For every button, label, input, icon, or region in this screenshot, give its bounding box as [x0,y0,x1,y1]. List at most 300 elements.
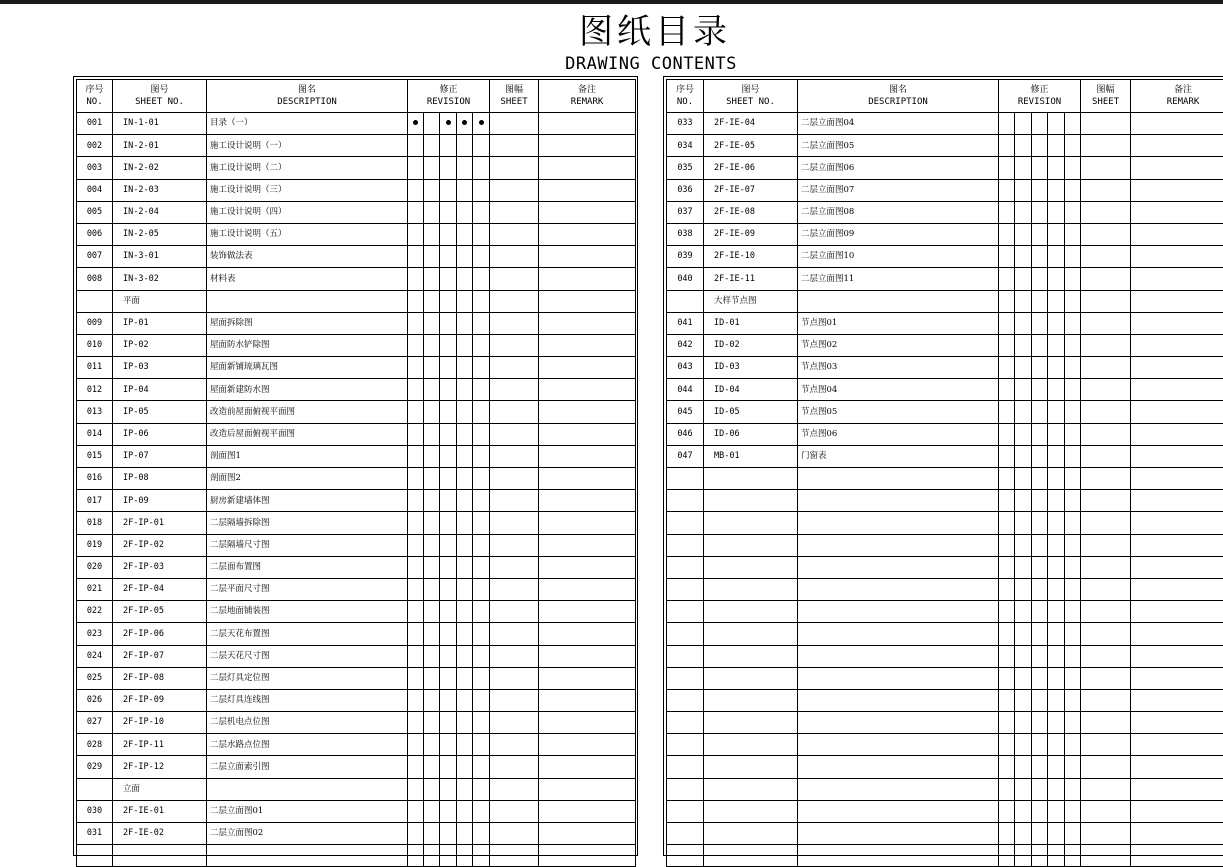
row-description: 二层立面图07 [798,179,999,201]
row-sheet-size [1081,534,1131,556]
row-revision-cell [999,667,1015,689]
row-description [207,845,408,867]
row-sheet-size [1081,423,1131,445]
row-sheet-size [1081,246,1131,268]
row-revision-cell [1048,401,1065,423]
row-revision-cell [1065,734,1081,756]
row-revision-cell [457,512,473,534]
header-revision: 修正 REVISION [999,80,1081,113]
row-revision-cell [1032,689,1048,711]
table-row [667,334,1223,356]
drawing-list-left [73,76,638,856]
row-revision-cell [1065,290,1081,312]
row-sheet-no [704,623,798,645]
row-revision-cell [1032,667,1048,689]
row-number: 005 [77,201,113,223]
row-description: 二层灯具定位图 [207,667,408,689]
row-revision-cell [1015,401,1032,423]
row-remark [1131,667,1223,689]
table-row [667,645,1223,667]
row-revision-cell [440,135,457,157]
row-description: 改造前屋面俯视平面图 [207,401,408,423]
row-remark [1131,157,1223,179]
row-number [667,578,704,600]
row-sheet-size [490,778,539,800]
row-description [798,756,999,778]
row-sheet-size [490,246,539,268]
row-revision-cell [1015,223,1032,245]
row-sheet-no: 2F-IP-12 [113,756,207,778]
row-sheet-size [1081,379,1131,401]
table-row [77,490,636,512]
row-sheet-size [1081,179,1131,201]
row-revision-cell [424,712,440,734]
row-revision-cell [440,800,457,822]
table-row [77,800,636,822]
row-sheet-size [490,623,539,645]
row-revision-cell [1015,268,1032,290]
row-revision-cell [408,357,424,379]
row-number: 042 [667,334,704,356]
row-remark [1131,201,1223,223]
row-revision-cell [473,246,490,268]
row-revision-cell [424,445,440,467]
row-revision-cell [424,578,440,600]
row-revision-cell [408,223,424,245]
row-description [798,645,999,667]
row-revision-cell [457,623,473,645]
row-description: 二层灯具连线图 [207,689,408,711]
row-revision-cell [440,490,457,512]
row-sheet-no: IP-03 [113,357,207,379]
row-revision-cell [1048,845,1065,867]
row-revision-cell [440,401,457,423]
row-sheet-no: IP-09 [113,490,207,512]
row-revision-cell [408,778,424,800]
row-description: 二层天花尺寸图 [207,645,408,667]
row-sheet-no: 2F-IE-06 [704,157,798,179]
row-revision-cell [473,223,490,245]
row-revision-cell [999,845,1015,867]
row-revision-cell [1048,778,1065,800]
row-sheet-no: ID-02 [704,334,798,356]
revision-mark-icon [479,120,484,125]
row-revision-cell [473,734,490,756]
row-revision-cell [1048,423,1065,445]
row-revision-cell [999,712,1015,734]
row-revision-cell [408,512,424,534]
row-revision-cell [1048,157,1065,179]
header-description: 图名 DESCRIPTION [798,80,999,113]
row-description: 二层立面图08 [798,201,999,223]
row-revision-cell [424,556,440,578]
row-sheet-size [490,534,539,556]
row-revision-cell [473,645,490,667]
row-revision-cell [1048,667,1065,689]
row-remark [1131,246,1223,268]
row-sheet-size [490,689,539,711]
row-revision-cell [408,601,424,623]
row-sheet-no [704,845,798,867]
row-revision-cell [999,401,1015,423]
table-row [667,623,1223,645]
row-sheet-size [490,734,539,756]
row-revision-cell [999,512,1015,534]
row-revision-cell [1015,601,1032,623]
table-row [77,445,636,467]
row-revision-cell [457,645,473,667]
row-sheet-no: IP-06 [113,423,207,445]
row-revision-cell [999,179,1015,201]
row-revision-cell [424,423,440,445]
row-revision-cell [1048,734,1065,756]
row-number: 011 [77,357,113,379]
row-number [667,734,704,756]
row-remark [539,712,636,734]
row-number: 020 [77,556,113,578]
row-sheet-size [490,113,539,135]
row-revision-cell [440,223,457,245]
row-revision-cell [473,823,490,845]
row-revision-cell [424,667,440,689]
row-revision-cell [1015,578,1032,600]
row-revision-cell [424,223,440,245]
row-description: 二层立面图05 [798,135,999,157]
row-revision-cell [473,401,490,423]
row-description [207,778,408,800]
drawing-list-right [663,76,1223,856]
table-header-row [667,80,1223,113]
row-number: 033 [667,113,704,135]
row-description: 施工设计说明（二） [207,157,408,179]
row-revision-cell [424,290,440,312]
row-sheet-no [704,823,798,845]
row-sheet-size [490,601,539,623]
row-number: 003 [77,157,113,179]
row-sheet-size [1081,800,1131,822]
row-sheet-no: 2F-IP-01 [113,512,207,534]
row-revision-cell [457,113,473,135]
row-sheet-size [1081,512,1131,534]
table-body-left [77,113,636,867]
row-revision-cell [408,645,424,667]
row-sheet-no: 2F-IE-10 [704,246,798,268]
row-number: 039 [667,246,704,268]
row-number: 015 [77,445,113,467]
row-revision-cell [424,179,440,201]
revision-mark-icon [446,120,451,125]
row-remark [539,823,636,845]
row-revision-cell [999,800,1015,822]
row-description [798,468,999,490]
row-revision-cell [1048,223,1065,245]
top-border [0,0,1223,4]
row-revision-cell [1048,601,1065,623]
row-sheet-no [704,689,798,711]
row-remark [539,379,636,401]
row-sheet-no: 2F-IE-07 [704,179,798,201]
row-number: 021 [77,578,113,600]
row-number [667,712,704,734]
row-revision-cell [440,246,457,268]
row-revision-cell [1015,645,1032,667]
row-sheet-no: IN-2-05 [113,223,207,245]
table-row [667,601,1223,623]
table-row [667,179,1223,201]
row-remark [539,268,636,290]
row-description: 剖面图1 [207,445,408,467]
row-sheet-size [490,667,539,689]
table-row [77,246,636,268]
row-number: 012 [77,379,113,401]
row-revision-cell [473,268,490,290]
row-revision-cell [999,246,1015,268]
row-revision-cell [1048,445,1065,467]
row-revision-cell [408,290,424,312]
row-revision-cell [1065,689,1081,711]
row-revision-cell [408,756,424,778]
row-sheet-no: IP-02 [113,334,207,356]
row-sheet-size [1081,645,1131,667]
row-sheet-size [1081,223,1131,245]
row-remark [1131,113,1223,135]
row-sheet-size [490,712,539,734]
row-remark [539,490,636,512]
table-row [667,800,1223,822]
row-sheet-size [1081,290,1131,312]
row-remark [1131,734,1223,756]
row-revision-cell [473,113,490,135]
row-description [798,689,999,711]
row-revision-cell [1032,268,1048,290]
row-revision-cell [408,689,424,711]
row-remark [539,734,636,756]
row-number: 044 [667,379,704,401]
row-sheet-no [704,534,798,556]
row-description [798,490,999,512]
row-number [77,845,113,867]
table-row [667,823,1223,845]
table-row [667,712,1223,734]
row-revision-cell [1048,556,1065,578]
row-revision-cell [999,468,1015,490]
row-sheet-no: IN-2-03 [113,179,207,201]
header-sheet-size: 图幅 SHEET [1081,80,1131,113]
row-remark [539,645,636,667]
row-sheet-size [1081,490,1131,512]
row-remark [1131,645,1223,667]
row-sheet-no [704,601,798,623]
row-number [667,490,704,512]
row-revision-cell [1015,556,1032,578]
table-row [667,157,1223,179]
row-revision-cell [1065,268,1081,290]
row-revision-cell [473,534,490,556]
row-revision-cell [1032,468,1048,490]
row-revision-cell [473,689,490,711]
row-description: 屋面新建防水图 [207,379,408,401]
row-revision-cell [440,667,457,689]
row-remark [1131,135,1223,157]
row-remark [539,623,636,645]
row-revision-cell [408,401,424,423]
row-revision-cell [1065,556,1081,578]
row-revision-cell [457,357,473,379]
row-number: 023 [77,623,113,645]
table-row [77,379,636,401]
row-revision-cell [408,667,424,689]
row-revision-cell [457,778,473,800]
row-sheet-size [490,312,539,334]
row-sheet-size [490,645,539,667]
row-revision-cell [473,623,490,645]
row-revision-cell [1032,113,1048,135]
row-remark [1131,334,1223,356]
drawing-table-right [666,79,1223,867]
row-sheet-no: ID-01 [704,312,798,334]
table-row [77,601,636,623]
row-revision-cell [1048,179,1065,201]
row-remark [1131,445,1223,467]
table-row [77,113,636,135]
row-sheet-no: 2F-IP-11 [113,734,207,756]
row-remark [1131,468,1223,490]
row-number [77,290,113,312]
row-revision-cell [1032,645,1048,667]
row-remark [539,157,636,179]
row-revision-cell [999,201,1015,223]
row-revision-cell [1065,800,1081,822]
row-description: 二层立面图06 [798,157,999,179]
table-row [77,334,636,356]
row-revision-cell [1065,334,1081,356]
row-sheet-size [1081,113,1131,135]
row-description: 屋面防水铲除图 [207,334,408,356]
row-description: 节点图06 [798,423,999,445]
row-revision-cell [457,601,473,623]
row-revision-cell [999,223,1015,245]
row-remark [539,800,636,822]
row-revision-cell [440,689,457,711]
row-sheet-no: 2F-IE-05 [704,135,798,157]
row-revision-cell [1065,312,1081,334]
row-revision-cell [1015,135,1032,157]
row-description: 二层立面图02 [207,823,408,845]
row-revision-cell [1032,401,1048,423]
row-revision-cell [1015,823,1032,845]
row-revision-cell [473,357,490,379]
row-revision-cell [999,578,1015,600]
row-description: 门窗表 [798,445,999,467]
row-revision-cell [1032,179,1048,201]
row-revision-cell [999,601,1015,623]
table-row [667,223,1223,245]
row-revision-cell [1032,246,1048,268]
row-revision-cell [440,445,457,467]
row-remark [539,246,636,268]
table-row [667,246,1223,268]
row-revision-cell [424,534,440,556]
table-row [667,512,1223,534]
row-sheet-size [490,445,539,467]
table-row [77,556,636,578]
table-row [667,667,1223,689]
row-sheet-no: IN-3-02 [113,268,207,290]
row-revision-cell [408,423,424,445]
table-row [77,845,636,867]
row-revision-cell [1065,113,1081,135]
row-sheet-size [1081,401,1131,423]
row-sheet-no: 2F-IP-07 [113,645,207,667]
row-revision-cell [424,334,440,356]
row-sheet-size [1081,268,1131,290]
row-sheet-size [490,290,539,312]
table-row [77,712,636,734]
row-revision-cell [440,468,457,490]
row-sheet-size [1081,712,1131,734]
row-revision-cell [440,734,457,756]
row-number: 009 [77,312,113,334]
row-revision-cell [1065,756,1081,778]
row-revision-cell [408,556,424,578]
row-remark [1131,601,1223,623]
row-revision-cell [457,845,473,867]
row-revision-cell [424,312,440,334]
row-revision-cell [1065,490,1081,512]
table-row [77,623,636,645]
row-sheet-no: IN-1-01 [113,113,207,135]
row-sheet-no: 平面 [113,290,207,312]
table-row [77,268,636,290]
row-number: 026 [77,689,113,711]
row-description: 节点图03 [798,357,999,379]
row-revision-cell [424,756,440,778]
header-sheet-no: 图号 SHEET NO. [704,80,798,113]
table-row [77,534,636,556]
row-revision-cell [440,534,457,556]
row-sheet-size [1081,468,1131,490]
row-revision-cell [1032,135,1048,157]
revision-mark-icon [462,120,467,125]
row-revision-cell [1015,423,1032,445]
row-revision-cell [1065,601,1081,623]
row-remark [539,135,636,157]
row-number: 047 [667,445,704,467]
table-row [667,379,1223,401]
header-sheet-size: 图幅 SHEET [490,80,539,113]
row-revision-cell [1032,157,1048,179]
row-remark [1131,756,1223,778]
row-description: 二层地面铺装图 [207,601,408,623]
row-description: 二层立面图10 [798,246,999,268]
row-revision-cell [1015,157,1032,179]
row-revision-cell [408,712,424,734]
row-revision-cell [1048,623,1065,645]
table-row [77,823,636,845]
row-revision-cell [1065,179,1081,201]
row-description: 二层立面图09 [798,223,999,245]
row-revision-cell [408,312,424,334]
row-number: 008 [77,268,113,290]
row-sheet-size [1081,623,1131,645]
row-revision-cell [1015,246,1032,268]
row-sheet-no: 2F-IP-06 [113,623,207,645]
row-revision-cell [457,246,473,268]
row-revision-cell [408,379,424,401]
row-description: 剖面图2 [207,468,408,490]
row-description: 厨房新建墙体图 [207,490,408,512]
row-revision-cell [999,135,1015,157]
